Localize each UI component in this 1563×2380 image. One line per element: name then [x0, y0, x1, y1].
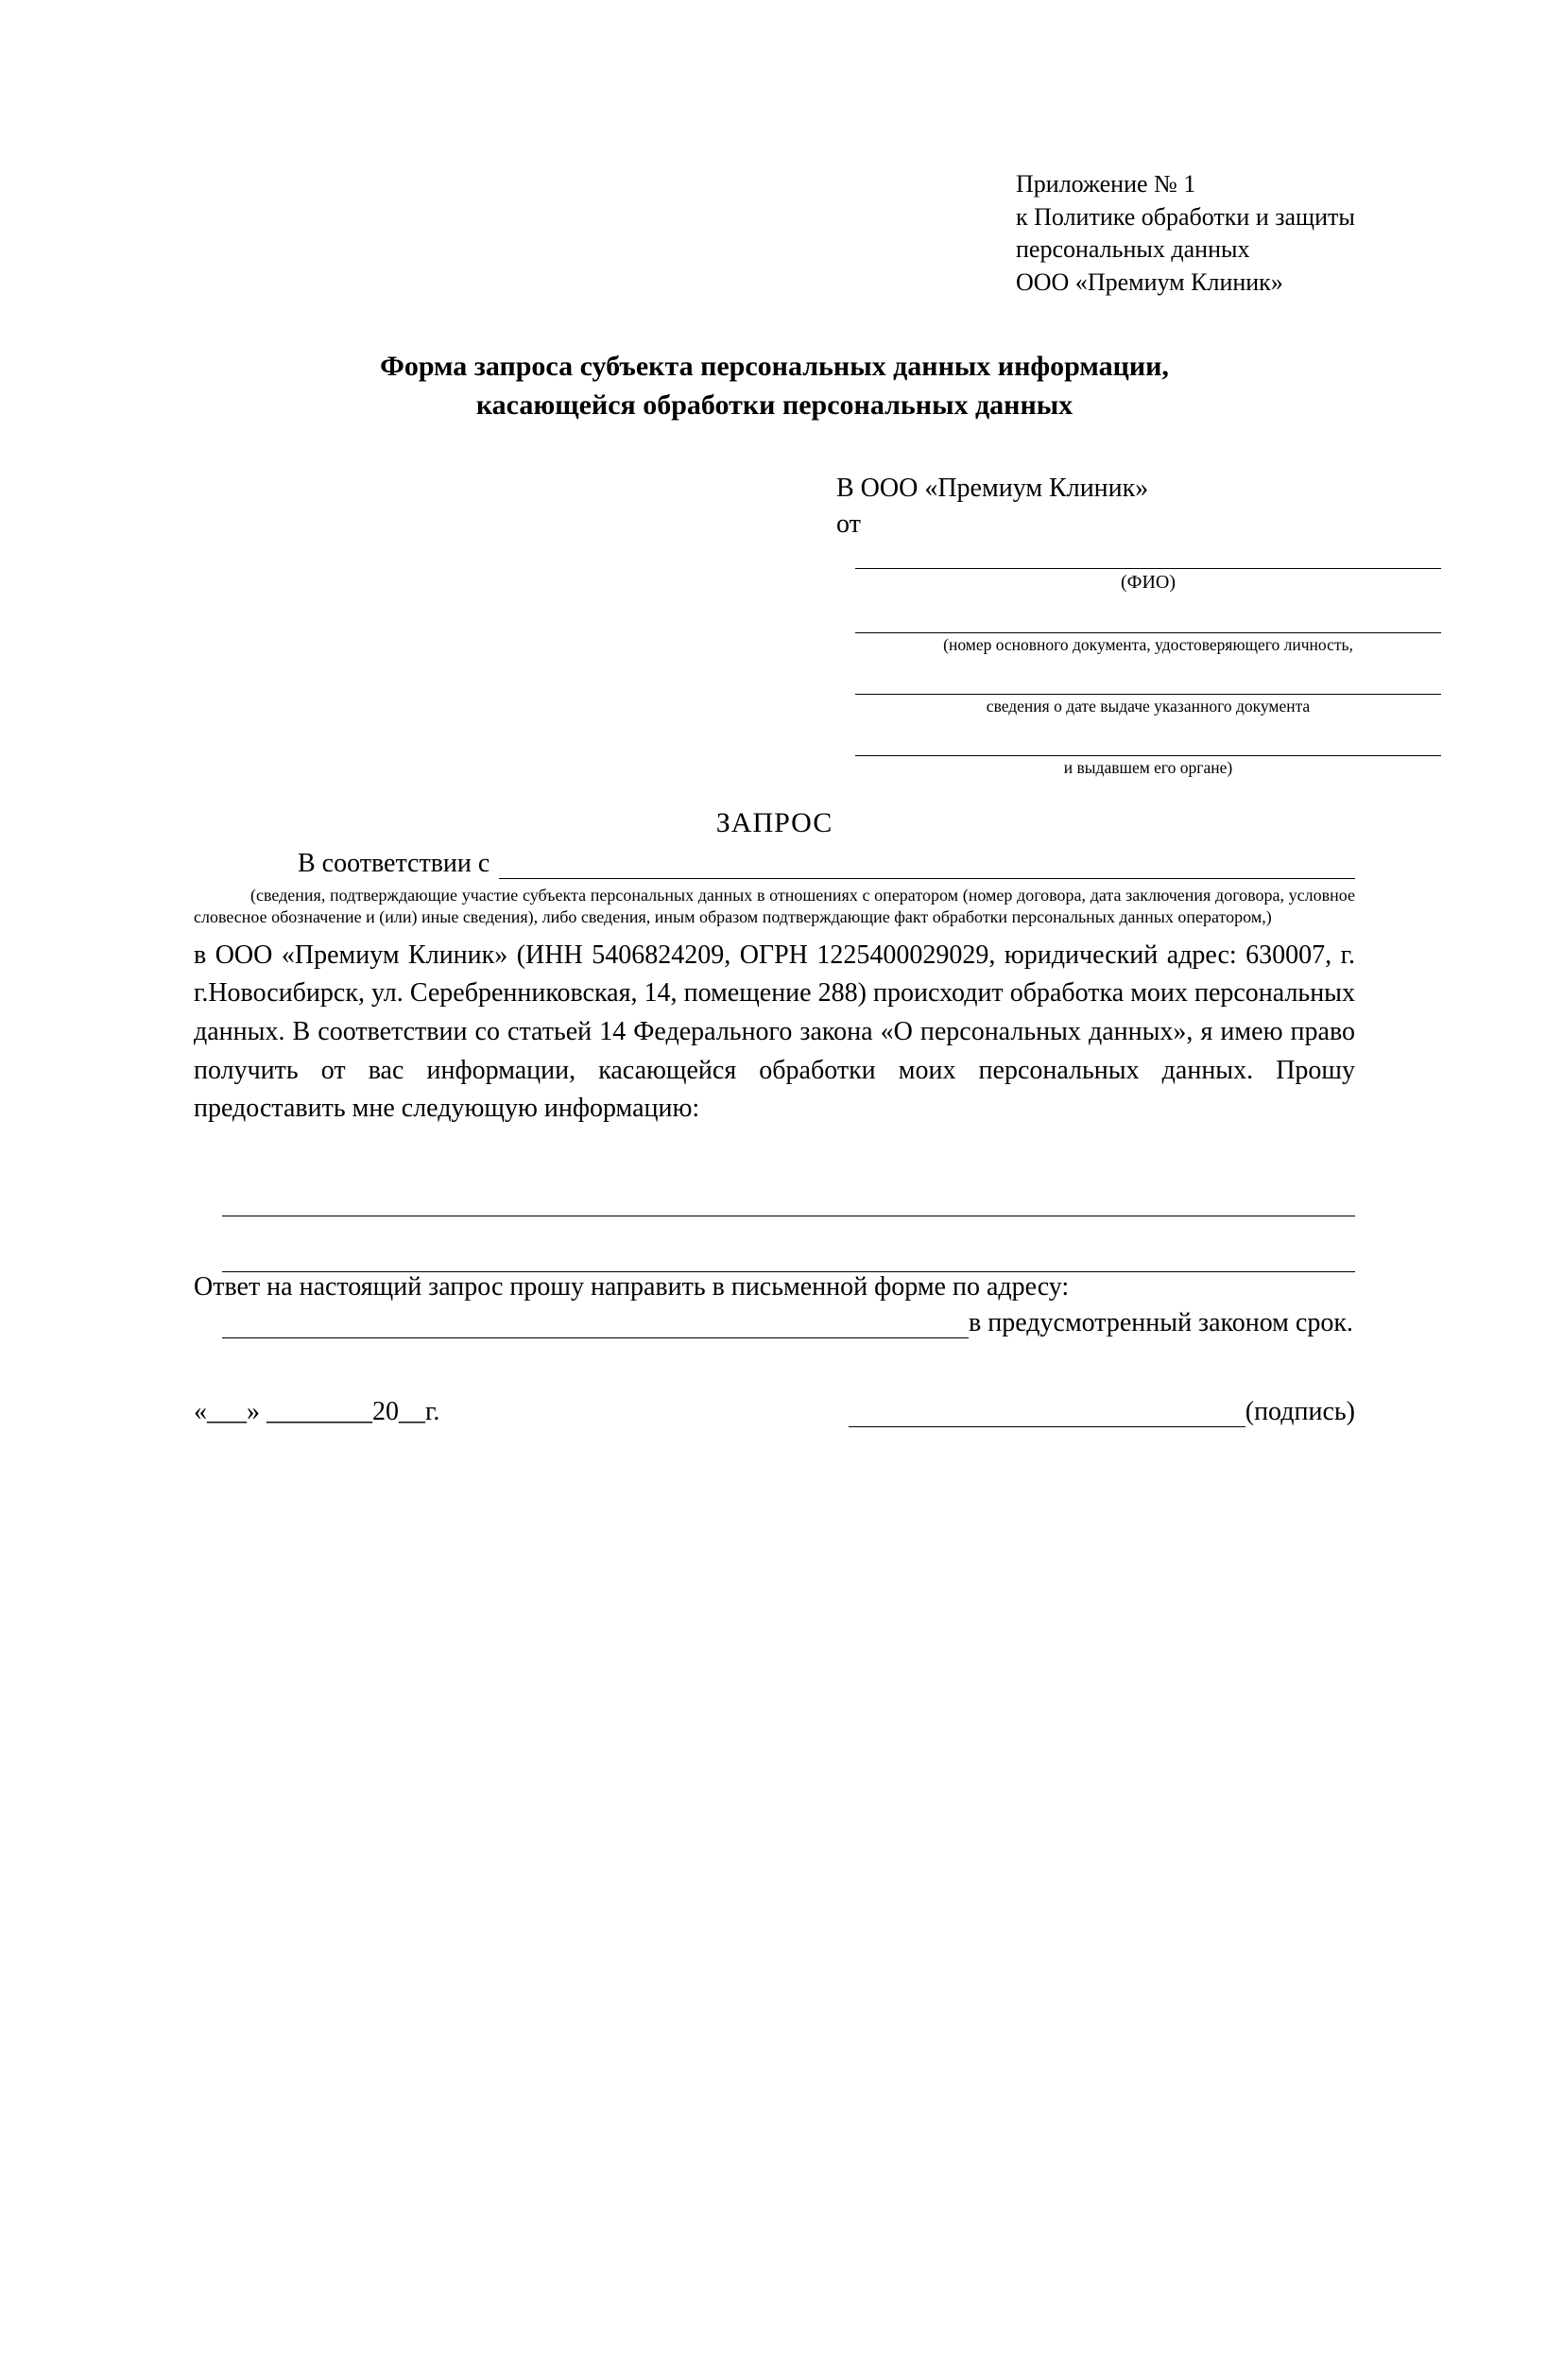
page-title-line-2: касающейся обработки персональных данных	[475, 388, 1073, 421]
addressee-organization: В ООО «Премиум Клиник»	[836, 474, 1149, 504]
accordance-row	[194, 849, 1355, 879]
applicant-fields	[855, 540, 1441, 779]
addressee-from-label: от	[836, 509, 861, 540]
appendix-header-line-1: Приложение № 1	[1016, 170, 1196, 198]
document-page	[0, 168, 1563, 2380]
document-date-input-line[interactable]	[855, 665, 1441, 695]
accordance-label: В соответствии с	[298, 848, 490, 878]
fio-input-line[interactable]	[855, 540, 1441, 569]
answer-address-row	[194, 1308, 1355, 1338]
answer-instruction-text: Ответ на настоящий запрос прошу направить в письменной форме по адресу:	[194, 1271, 1070, 1302]
accordance-input-line[interactable]	[499, 854, 1355, 879]
request-body-paragraph: в ООО «Премиум Клиник» (ИНН 5406824209, ОГРН 1225400029029, юридический адрес: 630007, г. г.Новосибирск, ул. Серебренниковская, 14, помещение 288) происходит обработка моих персональных данных. В соответствии со статьей 14 Федерального закона «О персональных данных», я имею право получить от вас информации, касающейся обработки моих персональных данных. Прошу предоставить мне следующую информацию:	[194, 940, 1355, 1124]
request-answer-blank-lines	[194, 1161, 1355, 1272]
fio-caption: (ФИО)	[1120, 572, 1176, 594]
appendix-header-line-3: персональных данных	[1016, 235, 1250, 264]
page-title-line-1: Форма запроса субъекта персональных данных информации,	[380, 351, 1169, 383]
appendix-header	[1016, 168, 1355, 299]
date-placeholder[interactable]: «___» ________20__г.	[194, 1397, 440, 1427]
accordance-note-text: (сведения, подтверждающие участие субъекта персональных данных в отношениях с оператором (номер договора, дата заключения договора, условное словесное обозначение и (или) иные сведения), либо сведения, иным образом подтверждающие факт обработки персональных данных оператором,)	[194, 885, 1355, 927]
answer-term-text: в предусмотренный законом срок.	[969, 1308, 1353, 1338]
addressee-block	[836, 474, 1355, 540]
request-blank-line-1[interactable]	[222, 1161, 1355, 1216]
document-issuer-caption: и выдавшем его органе)	[1063, 758, 1233, 778]
document-number-input-line[interactable]	[855, 604, 1441, 633]
signature-input-line[interactable]	[849, 1398, 1245, 1427]
page-title	[194, 348, 1355, 424]
document-date-caption: сведения о дате выдаче указанного документа	[986, 697, 1311, 716]
appendix-header-line-4: ООО «Премиум Клиник»	[1016, 267, 1283, 296]
request-heading: ЗАПРОС	[715, 806, 833, 838]
signature-label: (подпись)	[1245, 1397, 1355, 1427]
document-issuer-input-line[interactable]	[855, 727, 1441, 756]
signature-row	[194, 1397, 1355, 1427]
appendix-header-line-2: к Политике обработки и защиты	[1016, 202, 1355, 231]
document-number-caption: (номер основного документа, удостоверяющего личность,	[943, 635, 1353, 655]
accordance-note	[194, 885, 1355, 929]
answer-address-input-line[interactable]	[222, 1309, 969, 1338]
request-blank-line-2[interactable]	[222, 1216, 1355, 1272]
